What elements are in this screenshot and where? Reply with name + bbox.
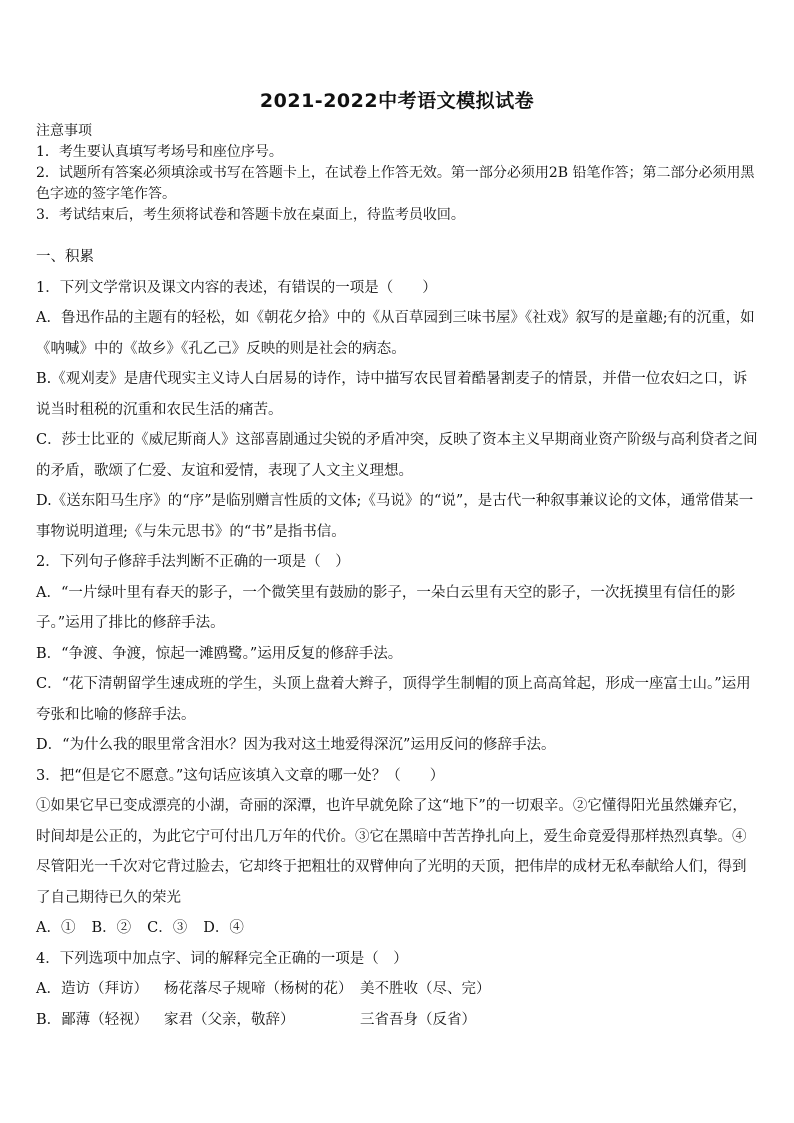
q4-b-item-1: B．鄙薄（轻视）: [36, 1011, 149, 1028]
notes-item: 1．考生要认真填写考场号和座位序号。: [36, 144, 283, 160]
q3-passage: ①如果它早已变成漂亮的小湖，奇丽的深潭，也许早就免除了这“地下”的一切艰辛。②它懂得阳光虽然嫌弃它，时间却是公正的，为此它宁可付出几万年的代价。③它在黑暗中苦苦挣扎向上，爱生命竟爱得那样热烈真挚。④尽管阳光一千次对它背过脸去，它却终于把粗壮的双臂伸向了光明的天顶，把伟岸的成材无私奉献给人们，得到了自己期待已久的荣光: [36, 798, 747, 906]
q2-option-d: D．“为什么我的眼里常含泪水？因为我对这土地爱得深沉”运用反问的修辞手法。: [36, 737, 556, 753]
notes-section: [36, 121, 758, 226]
q4-b-item-3: 三省吾身（反省）: [360, 1011, 476, 1028]
q4-option-row-b: [36, 1005, 758, 1036]
notes-item: 2．试题所有答案必须填涂或书写在答题卡上，在试卷上作答无效。第一部分必须用2B 铅笔作答；第二部分必须用黑色字迹的签字笔作答。: [36, 165, 755, 202]
notes-heading: 注意事项: [36, 123, 92, 139]
questions-section: [36, 242, 758, 1035]
q4-a-item-2: 杨花落尽子规啼（杨树的花）: [164, 981, 353, 997]
q3-options: [36, 913, 758, 944]
q3-option-d: D．④: [203, 920, 244, 936]
question-stem-4: 4．下列选项中加点字、词的解释完全正确的一项是（ ）: [36, 950, 408, 967]
q1-option-c: C．莎士比亚的《威尼斯商人》这部喜剧通过尖锐的矛盾冲突，反映了资本主义早期商业资产阶级与高利贷者之间的矛盾，歌颂了仁爱、友谊和爱情，表现了人文主义理想。: [36, 432, 758, 479]
q4-b-item-2: 家君（父亲，敬辞）: [164, 1011, 295, 1028]
q3-option-c: C．③: [147, 920, 188, 936]
question-stem-2: 2．下列句子修辞手法判断不正确的一项是（ ）: [36, 554, 350, 570]
q3-option-b: B．②: [91, 920, 132, 936]
section-heading: 一、积累: [36, 249, 94, 265]
q4-a-item-3: 美不胜收（尽、完）: [360, 981, 491, 997]
q2-option-b: B．“争渡、争渡，惊起一滩鸥鹭。”运用反复的修辞手法。: [36, 645, 403, 662]
page-title: 2021-2022中考语文模拟试卷: [259, 90, 535, 112]
notes-item: 3．考试结束后，考生须将试卷和答题卡放在桌面上，待监考员收回。: [36, 207, 465, 223]
q1-option-a: A．鲁迅作品的主题有的轻松，如《朝花夕拾》中的《从百草园到三味书屋》《社戏》叙写的是童趣;有的沉重，如《呐喊》中的《故乡》《孔乙己》反映的则是社会的病态。: [36, 310, 755, 357]
question-stem-3: 3．把“但是它不愿意。”这句话应该填入文章的哪一处？（ ）: [36, 767, 445, 784]
question-stem-1: 1．下列文学常识及课文内容的表述，有错误的一项是（ ）: [36, 279, 437, 296]
q4-a-item-1: A．造访（拜访）: [36, 981, 148, 997]
q1-option-d: D.《送东阳马生序》的“序”是临别赠言性质的文体;《马说》的“说”，是古代一种叙事兼议论的文体，通常借某一事物说明道理;《与朱元思书》的“书”是指书信。: [36, 493, 754, 540]
q2-option-a: A．“一片绿叶里有春天的影子，一个微笑里有鼓励的影子，一朵白云里有天空的影子，一次抚摸里有信任的影子。”运用了排比的修辞手法。: [36, 584, 736, 631]
q4-option-row-a: [36, 974, 758, 1005]
q3-option-a: A．①: [36, 920, 76, 936]
q2-option-c: C．“花下清朝留学生速成班的学生，头顶上盘着大辫子，顶得学生制帽的顶上高高耸起，形成一座富士山。”运用夸张和比喻的修辞手法。: [36, 676, 751, 723]
q1-option-b: B.《观刈麦》是唐代现实主义诗人白居易的诗作，诗中描写农民冒着酷暑割麦子的情景，并借一位农妇之口，诉说当时租税的沉重和农民生活的痛苦。: [36, 371, 748, 418]
